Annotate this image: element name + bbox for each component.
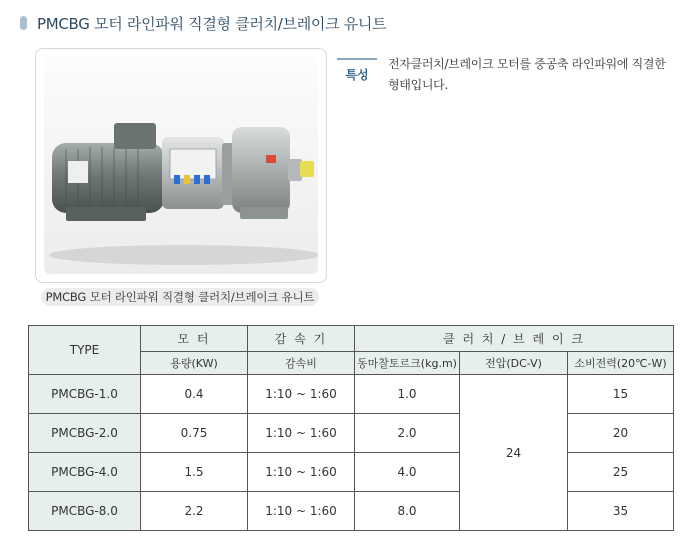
power-cell: 25 [568,453,674,492]
capacity-cell: 2.2 [141,492,248,531]
reducer-header: 감 속 기 [248,326,355,352]
table-row [29,492,674,531]
model-cell: PMCBG-1.0 [29,375,141,414]
product-image [44,57,318,274]
voltage-cell: 24 [460,375,568,531]
model-cell: PMCBG-4.0 [29,453,141,492]
ratio-header: 감속비 [248,352,355,375]
ratio-cell: 1:10 ~ 1:60 [248,492,355,531]
page-header [20,10,386,36]
power-cell: 35 [568,492,674,531]
torque-cell: 8.0 [355,492,460,531]
motor-illustration [44,57,318,274]
capacity-header: 용량(KW) [141,352,248,375]
power-cell: 15 [568,375,674,414]
motor-header: 모 터 [141,326,248,352]
model-cell: PMCBG-2.0 [29,414,141,453]
feature-label: 특성 [337,58,377,83]
capacity-cell: 0.4 [141,375,248,414]
torque-header: 동마찰토르크(kg.m) [355,352,460,375]
feature-description: 전자클러치/브레이크 모터를 중공축 라인파워에 직결한 형태입니다. [388,57,666,92]
table-row [29,453,674,492]
type-header: TYPE [29,326,141,375]
image-caption: PMCBG 모터 라인파워 직결형 클러치/브레이크 유니트 [41,288,319,306]
torque-cell: 1.0 [355,375,460,414]
ratio-cell: 1:10 ~ 1:60 [248,414,355,453]
capacity-cell: 1.5 [141,453,248,492]
spec-table [28,325,674,531]
model-cell: PMCBG-8.0 [29,492,141,531]
torque-cell: 4.0 [355,453,460,492]
power-cell: 20 [568,414,674,453]
table-header-row [29,326,674,352]
table-row [29,414,674,453]
ratio-cell: 1:10 ~ 1:60 [248,375,355,414]
ratio-cell: 1:10 ~ 1:60 [248,453,355,492]
product-image-frame [35,48,327,283]
page-title: PMCBG 모터 라인파워 직결형 클러치/브레이크 유니트 [37,14,387,33]
rounded-bar-icon [20,16,27,30]
clutch-brake-header: 클 러 치 / 브 레 이 크 [355,326,674,352]
power-header: 소비전력(20℃-W) [568,352,674,375]
voltage-header: 전압(DC-V) [460,352,568,375]
capacity-cell: 0.75 [141,414,248,453]
table-row [29,375,674,414]
torque-cell: 2.0 [355,414,460,453]
